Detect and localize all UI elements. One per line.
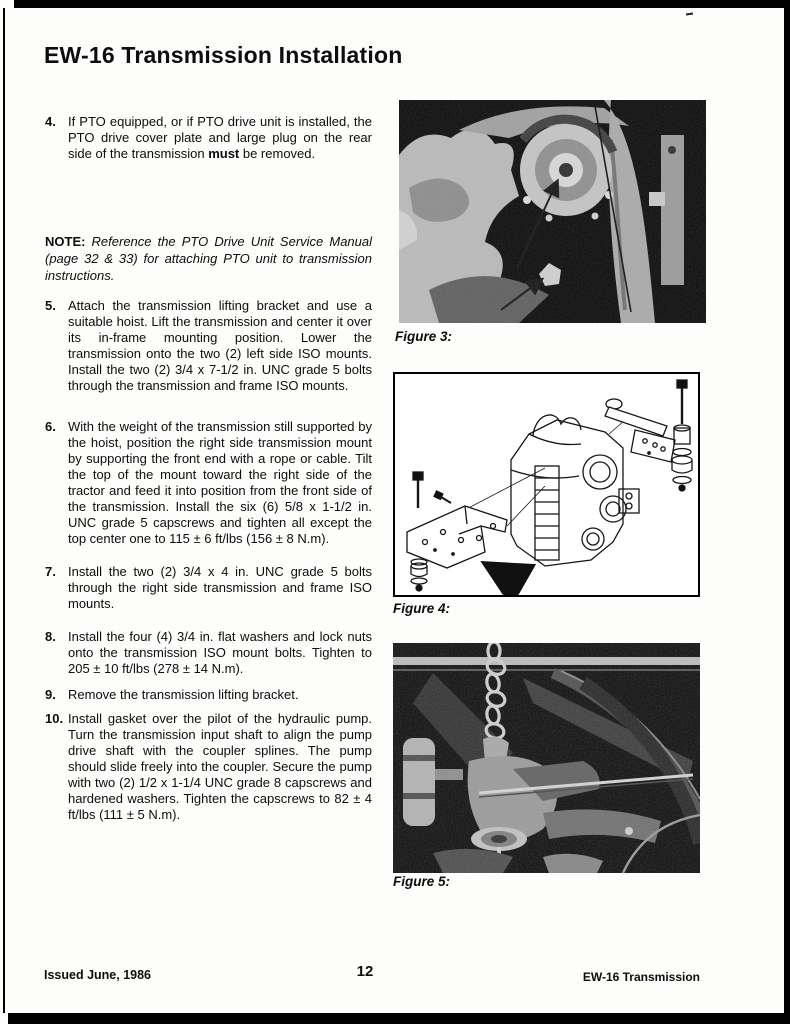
step-item-8 — [45, 629, 372, 677]
step-text: Install gasket over the pilot of the hydraulic pump. Turn the transmission input shaft to align the pump drive shaft with the coupler splines. The pump should slide freely into the coupler. Secure the pump with two (2) 1/2 x 1-1/4 UNC grade 8 capscrews and hardened washers. Tighten the capscrews to 82 ± 4 ft/lbs (111 ± 5 N.m). — [68, 711, 372, 822]
figure-3-photo — [399, 100, 706, 323]
step-text: Remove the transmission lifting bracket. — [68, 687, 299, 702]
step-number: 6. — [45, 419, 56, 434]
figure-caption: Figure 5: — [393, 874, 451, 889]
note-text: Reference the PTO Drive Unit Service Manual (page 32 & 33) for attaching PTO unit to transmission instructions. — [45, 234, 372, 283]
footer-manual-name: EW-16 Transmission — [582, 970, 700, 984]
figure-5-illustration — [393, 643, 700, 873]
step-text-segment: If PTO equipped, or if PTO drive unit is installed, the PTO drive cover plate and large plug on the rear side of the transmission — [68, 114, 372, 161]
step-number: 4. — [45, 114, 56, 129]
scan-border-bottom — [8, 1013, 790, 1024]
note-block — [45, 233, 372, 284]
step-text-segment: be removed. — [239, 146, 316, 161]
footer-issue-date: Issued June, 1986 — [44, 968, 152, 982]
step-text: With the weight of the transmission still supported by the hoist, position the right side transmission mount by supporting the front end with a rope or cable. Tilt the top of the mount toward the right side of the tractor and feed it into position from the front side of the transmission. Install the six (6) 5/8 x 1-1/2 in. UNC grade 5 capscrews and tighten all except the top center one to 115 ± 6 ft/lbs (156 ± 8 N.m). — [68, 419, 372, 546]
figure-caption: Figure 3: — [395, 329, 453, 344]
step-number: 9. — [45, 687, 56, 702]
scan-border-right — [784, 0, 790, 1024]
note-label: NOTE: — [45, 234, 86, 249]
scan-speck — [686, 13, 693, 16]
step-item-10 — [45, 711, 372, 823]
step-text: Attach the transmission lifting bracket and use a suitable hoist. Lift the transmission and center it over its in-frame mounting position. Lower the transmission onto the two (2) left side ISO mounts. Install the two (2) 3/4 x 7-1/2 in. UNC grade 5 bolts through the transmission and frame ISO mounts. — [68, 298, 372, 393]
step-number: 8. — [45, 629, 56, 644]
figure-5-photo — [393, 643, 700, 873]
step-item-7 — [45, 564, 372, 612]
step-item-9 — [45, 687, 372, 703]
step-number: 7. — [45, 564, 56, 579]
page-title: EW-16 Transmission Installation — [44, 42, 403, 68]
step-number: 5. — [45, 298, 56, 313]
step-text — [68, 114, 372, 162]
figure-caption: Figure 4: — [393, 601, 451, 616]
step-item-4 — [45, 114, 372, 162]
scan-border-top — [14, 0, 790, 8]
scan-border-left — [3, 8, 5, 1013]
step-text-bold: must — [208, 146, 240, 161]
footer-page-number: 12 — [356, 963, 374, 980]
step-item-5 — [45, 298, 372, 394]
figure-3-illustration — [399, 100, 706, 323]
step-number: 10. — [45, 711, 64, 726]
step-text: Install the two (2) 3/4 x 4 in. UNC grade 5 bolts through the right side transmission and frame ISO mounts. — [68, 564, 372, 611]
figure-4-drawing — [393, 372, 700, 597]
figure-4-illustration — [395, 374, 698, 595]
step-text: Install the four (4) 3/4 in. flat washers and lock nuts onto the transmission ISO mount bolts. Tighten to 205 ± 10 ft/lbs (278 ± 14 N.m). — [68, 629, 372, 676]
step-item-6 — [45, 419, 372, 547]
